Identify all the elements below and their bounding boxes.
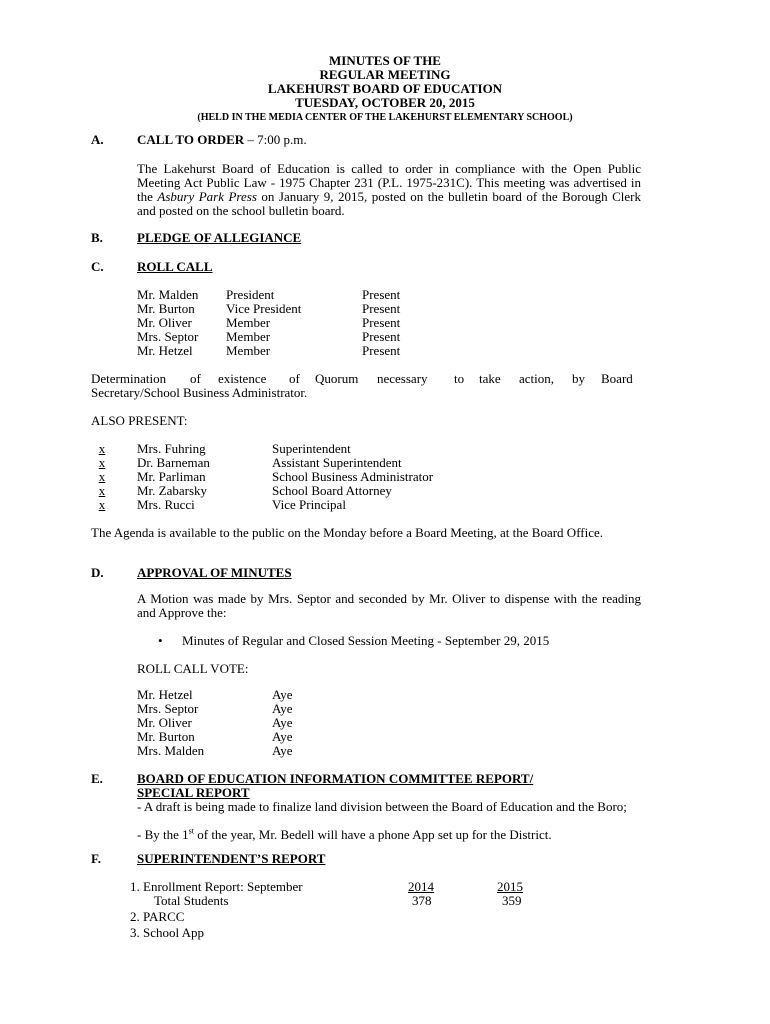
header-line-3: LAKEHURST BOARD OF EDUCATION	[267, 81, 503, 96]
roll-role: Member	[226, 315, 271, 330]
section-e-item-2-pre: - By the 1	[137, 827, 189, 842]
roll-role: Member	[226, 329, 271, 344]
vote-value: Aye	[272, 729, 293, 744]
section-c-title: ROLL CALL	[137, 259, 213, 274]
section-a-time: – 7:00 p.m.	[244, 132, 307, 147]
section-b-letter: B.	[91, 230, 103, 245]
attendee-role: Vice Principal	[272, 497, 346, 512]
total-2014: 378	[412, 893, 432, 908]
vote-value: Aye	[272, 701, 293, 716]
voter-name: Mr. Burton	[137, 729, 195, 744]
roll-status: Present	[362, 315, 401, 330]
school-app-item: 3. School App	[130, 925, 205, 940]
header-line-1: MINUTES OF THE	[329, 53, 441, 68]
section-f-letter: F.	[91, 851, 101, 866]
quorum-word: existence	[218, 371, 267, 386]
roll-call-vote-label: ROLL CALL VOTE:	[137, 661, 249, 676]
year-2014: 2014	[408, 879, 434, 894]
header-line-4: TUESDAY, OCTOBER 20, 2015	[295, 95, 475, 110]
vote-value: Aye	[272, 687, 293, 702]
attendee-role: School Business Administrator	[272, 469, 434, 484]
attendee-name: Mr. Parliman	[137, 469, 206, 484]
roll-role: Member	[226, 343, 271, 358]
vote-value: Aye	[272, 743, 293, 758]
roll-name: Mr. Oliver	[137, 315, 192, 330]
voter-name: Mr. Hetzel	[137, 687, 193, 702]
attendance-mark: x	[98, 469, 106, 484]
quorum-word: take	[479, 371, 501, 386]
section-a-para-part1: The Lakehurst Board of Education is called to order in compliance with the Open Public Meeting Act Public Law - 1975 Chapter 231 (P.L. 1975-231C). This meeting was advertised in the	[137, 161, 641, 204]
attendance-mark: x	[98, 497, 106, 512]
voter-name: Mrs. Malden	[137, 743, 205, 758]
attendee-name: Mr. Zabarsky	[137, 483, 208, 498]
section-e-item-1: - A draft is being made to finalize land division between the Board of Education and the Boro;	[137, 799, 627, 814]
roll-name: Mr. Malden	[137, 287, 199, 302]
attendee-role: Assistant Superintendent	[272, 455, 402, 470]
attendee-name: Mrs. Rucci	[137, 497, 195, 512]
quorum-word: Determination	[91, 371, 167, 386]
section-e-item-2-sup: st	[188, 826, 194, 836]
also-present-label: ALSO PRESENT:	[91, 413, 188, 428]
quorum-word: necessary	[377, 371, 428, 386]
section-e-letter: E.	[91, 771, 103, 786]
section-a-para-italic: Asbury Park Press	[157, 189, 257, 204]
header-line-5: (HELD IN THE MEDIA CENTER OF THE LAKEHURST ELEMENTARY SCHOOL)	[197, 112, 573, 123]
header-line-2: REGULAR MEETING	[319, 67, 451, 82]
quorum-word: of	[289, 371, 300, 386]
section-a-para-part2: on January 9, 2015, posted on the bulletin board of the Borough Clerk and posted on the school bulletin board.	[137, 189, 641, 218]
section-a-heading	[137, 133, 307, 147]
minutes-item: Minutes of Regular and Closed Session Meeting - September 29, 2015	[182, 633, 550, 648]
roll-status: Present	[362, 343, 401, 358]
attendance-mark: x	[98, 441, 106, 456]
roll-role: Vice President	[226, 301, 302, 316]
section-f-title: SUPERINTENDENT’S REPORT	[137, 851, 326, 866]
quorum-word: of	[190, 371, 201, 386]
quorum-word: to	[454, 371, 465, 386]
voter-name: Mr. Oliver	[137, 715, 192, 730]
section-e-title-line-2: SPECIAL REPORT	[137, 785, 250, 800]
attendee-name: Mrs. Fuhring	[137, 441, 206, 456]
quorum-word: Board	[601, 371, 633, 386]
total-2015: 359	[502, 893, 522, 908]
section-e-item-2	[137, 828, 552, 842]
section-d-letter: D.	[91, 565, 104, 580]
quorum-word: by	[572, 371, 585, 386]
roll-role: President	[226, 287, 275, 302]
section-a-paragraph	[137, 162, 641, 218]
agenda-note: The Agenda is available to the public on the Monday before a Board Meeting, at the Board Office.	[91, 525, 604, 540]
bullet-icon: •	[158, 633, 163, 648]
roll-name: Mr. Burton	[137, 301, 195, 316]
attendee-role: School Board Attorney	[272, 483, 392, 498]
roll-name: Mrs. Septor	[137, 329, 199, 344]
section-b-title: PLEDGE OF ALLEGIANCE	[137, 230, 302, 245]
voter-name: Mrs. Septor	[137, 701, 199, 716]
motion-text: A Motion was made by Mrs. Septor and seconded by Mr. Oliver to dispense with the reading and Approve the:	[137, 591, 641, 620]
vote-value: Aye	[272, 715, 293, 730]
section-a-title: CALL TO ORDER	[137, 132, 245, 147]
quorum-word: action,	[519, 371, 555, 386]
section-a-letter: A.	[91, 132, 104, 147]
attendance-mark: x	[98, 483, 106, 498]
total-students-label: Total Students	[154, 893, 229, 908]
roll-status: Present	[362, 329, 401, 344]
parcc-item: 2. PARCC	[130, 909, 185, 924]
roll-status: Present	[362, 287, 401, 302]
section-c-letter: C.	[91, 259, 104, 274]
section-d-title: APPROVAL OF MINUTES	[137, 565, 292, 580]
quorum-word: Quorum	[315, 371, 359, 386]
enrollment-report-label: 1. Enrollment Report: September	[130, 879, 303, 894]
roll-status: Present	[362, 301, 401, 316]
attendance-mark: x	[98, 455, 106, 470]
section-e-title-line-1: BOARD OF EDUCATION INFORMATION COMMITTEE REPORT/	[137, 771, 534, 786]
quorum-line-2: Secretary/School Business Administrator.	[91, 385, 308, 400]
attendee-role: Superintendent	[272, 441, 351, 456]
year-2015: 2015	[497, 879, 523, 894]
attendee-name: Dr. Barneman	[137, 455, 210, 470]
roll-name: Mr. Hetzel	[137, 343, 193, 358]
section-e-item-2-post: of the year, Mr. Bedell will have a phone App set up for the District.	[193, 827, 552, 842]
